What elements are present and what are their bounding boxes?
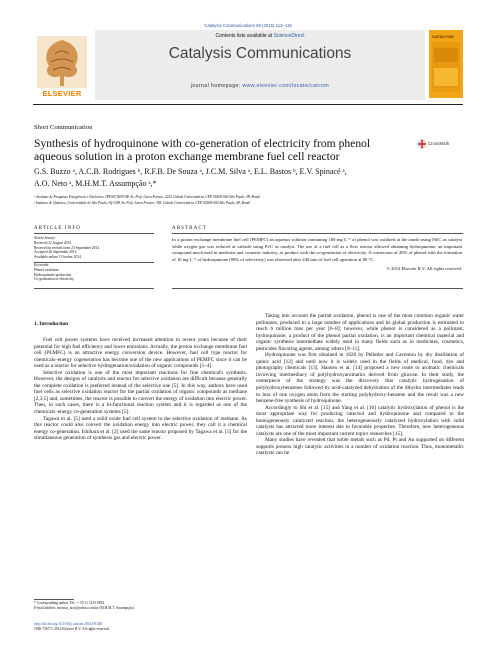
- history-label: Article history:: [34, 236, 56, 240]
- keyword: Co-generation of electricity: [34, 277, 74, 282]
- divider: [172, 233, 463, 234]
- author-list: [34, 166, 454, 190]
- divider: [172, 288, 463, 289]
- sciencedirect-link[interactable]: ScienceDirect: [273, 33, 305, 39]
- cover-art: [432, 42, 460, 92]
- footnote-phone: * Corresponding author. Tel.: + 55 11 3133 9284.: [34, 601, 105, 605]
- history-received: Received 21 August 2014: [34, 241, 72, 245]
- journal-homepage: [95, 83, 425, 89]
- homepage-prefix: journal homepage:: [190, 83, 243, 89]
- keyword: Phenol oxidation: [34, 268, 59, 272]
- paragraph: Accordingly to Shi et al. [15] and Yang et al. [16] catalytic hydroxylation of phenol is the most appropriate way for producing catechol and hydroquinone and compared to the homogeneously catalyzed reaction, the heterogeneously catalyzed hydroxylation with solid catalysts has attracted more interest due to favorable properties. Therefore, new heterogeneous catalysts are one of the most important current topics researches [15].: [256, 404, 464, 437]
- abstract-heading: ABSTRACT: [172, 226, 207, 231]
- paragraph: Fuel cell power systems have received increased attention in recent years because of their potential for high fuel efficiency and lower emissions. Actually, the proton exchange membrane fuel cell (PEMFC) is an attractive energy conversion device. However, fuel cell type reactor for chemicals–energy cogeneration has become one of the new applications of PEMFC since it can be used as a reactor for selective hydrogenation/oxidation of organic compounds [1–4].: [34, 337, 247, 370]
- paragraph: Tagawa et al. [5] used a solid oxide fuel cell system to the selective oxidation of methane. As this reactor could also convert the oxidation energy into electric power, they call it a chemical energy co-generation. Ishihara et al. [2] used the same reactor proposed by Tagawa et al. [5] for the simultaneous generation of synthesis gas and electric power.: [34, 415, 247, 442]
- keywords-label: Keywords:: [34, 263, 50, 267]
- publisher-name: ELSEVIER: [42, 89, 82, 98]
- journal-cover-thumbnail: [429, 30, 463, 98]
- history-accepted: Accepted 26 September 2014: [34, 250, 77, 255]
- journal-name: Catalysis Communications: [168, 45, 352, 62]
- crossmark-badge[interactable]: [417, 138, 463, 150]
- authors-line-2: A.O. Neto ᵃ, M.H.M.T. Assumpção ᵃ,*: [34, 178, 157, 188]
- homepage-link[interactable]: www.elsevier.com/locate/catcom: [242, 83, 330, 89]
- crossmark-icon: [417, 138, 427, 150]
- contents-prefix: Contents lists available at: [215, 33, 274, 39]
- history-online: Available online 5 October 2014: [34, 254, 81, 259]
- elsevier-tree-logo: [33, 32, 91, 92]
- issn-line: 1566-7367/© 2014 Elsevier B.V. All rights reserved.: [34, 626, 110, 631]
- paragraph: Hydroquinone was first obtained in 1820 by Pelletier and Caventou by dry distillation of quinic acid [12] and until now it is widely used in the fields of medical, food, dye and photography chemicals [13]. Hansen et al. [14] proposed a new route to aromatic chemicals involving intermediacy of polyhydroxyaromatics derived from glucose. In their study, the centerpiece of the strategy was the discovery that catalytic hydrogenation of polyhydroxybenzenes followed by acid-catalyzed dehydration of the dihydro intermediates leads to loss of one oxygen atom from the starting polyhydroxy-benzene and the result was a new benzene-free synthesis of hydroquinone.: [256, 352, 464, 405]
- affiliation-a: ᵃ Instituto de Pesquisas Energéticas e Nucleares, IPEN/CNEN-SP, Av. Prof. Lineu Prestes, 2242 Cidade Universitária, CEP 05508-900 São Paulo, SP, Brazil: [34, 195, 261, 199]
- section-heading: 1. Introduction: [34, 321, 69, 327]
- paragraph: Many studies have revealed that noble metals such as Pd, Pt and Au supported on different supports possess high catalytic activities in a number of oxidation reaction. Thus, monometallic catalysts can be: [256, 437, 464, 457]
- history-list: [34, 241, 159, 259]
- doi-link[interactable]: http://dx.doi.org/10.1016/j.catcom.2014.09.048: [34, 622, 103, 626]
- abstract-text: In a proton exchange membrane fuel cell (PEMFC) an aqueous solution containing 100 mg L⁻¹ of phenol was oxidized at the anode using Pd/C as catalyst while oxygen gas was reduced at cathode using Pt/C as catalyst. The use of a fuel cell as a flow reactor allowed obtaining hydroquinone, an important compound much used in medicine and cosmetic industry, as product with the co-generation of electricity. A conversion of 20% of phenol with the formation of 16 mg L⁻¹ of hydroquinone (80% of selectivity) was observed after 240 min of fuel cell operation at 80 °C.: [172, 237, 462, 262]
- article-type: Short Communication: [34, 124, 93, 131]
- journal-masthead: [95, 30, 425, 100]
- paragraph: Selective oxidation is one of the most important reactions for fine chemical's synthesis. However, the designs of catalysts and reactor for selective oxidation are difficult because generally the complete oxidation is preferred instead of the selective one [5]. In this way, authors have used fuel cells as selective oxidation reactor for the partial oxidation of organic compounds as methane [2,3,5] and, sometimes, the reactor is possible to convert the energy of oxidation into electric power. Then, in such cases, there is a bi-functional reaction system and it is regarded as one of the chemicals–energy co-generation systems [5].: [34, 369, 247, 416]
- running-head[interactable]: Catalysis Communications 59 (2015) 113–115: [204, 23, 292, 28]
- footnote-divider: [34, 599, 74, 600]
- keyword: Hydroquinone production: [34, 272, 72, 277]
- copyright-notice: © 2014 Elsevier B.V. All rights reserved.: [386, 266, 462, 271]
- body-column-right: [256, 313, 464, 457]
- contents-line: [95, 33, 425, 39]
- body-column-left: [34, 337, 247, 442]
- journal-banner: [33, 30, 463, 105]
- article-title: Synthesis of hydroquinone with co-generation of electricity from phenol aqueous solution in a proton exchange membrane fuel cell reactor: [34, 137, 371, 164]
- paragraph: Taking into account the partial oxidation, phenol is one of the most common organic water pollutants, produced in a large number of applications and its global production is estimated to reach 6 million tons per year [6–8]; however, while phenol is considered as a pollutant, hydroquinone, a product of the phenol partial oxidation, is an important chemical material and organic synthesis intermediate widely used in many fields such as in medicines, cosmetics, pesticides flavoring agents, among others [9–11].: [256, 313, 464, 352]
- divider: [34, 233, 154, 234]
- crossmark-label: CrossMark: [428, 140, 450, 146]
- divider: [34, 288, 154, 289]
- cover-title: CATALYSIS: [432, 34, 454, 39]
- authors-line-1: G.S. Buzzo ᵃ, A.C.B. Rodrigues ᵇ, R.F.B. De Souza ᵃ, J.C.M. Silva ᵃ, E.L. Bastos ᵇ, E.V. Spinacé ᵃ,: [34, 167, 347, 176]
- corresponding-author-footnote: [34, 601, 234, 610]
- affiliation-b: ᵇ Instituto de Química, Universidade de São Paulo, IQ-USP, Av. Prof. Lineu Prestes, 748, Cidade Universitária, CEP 05508-000 São Paulo, SP, Brazil: [34, 201, 251, 205]
- keywords-list: [34, 268, 159, 282]
- history-revised: Received in revised form 23 September 2014: [34, 245, 100, 250]
- article-info-heading: ARTICLE INFO: [34, 226, 81, 231]
- doi-block: [34, 622, 254, 631]
- footnote-email: E-mail address: monica_ucrt@yahoo.com.br (M.H.M.T. Assumpção).: [34, 605, 135, 610]
